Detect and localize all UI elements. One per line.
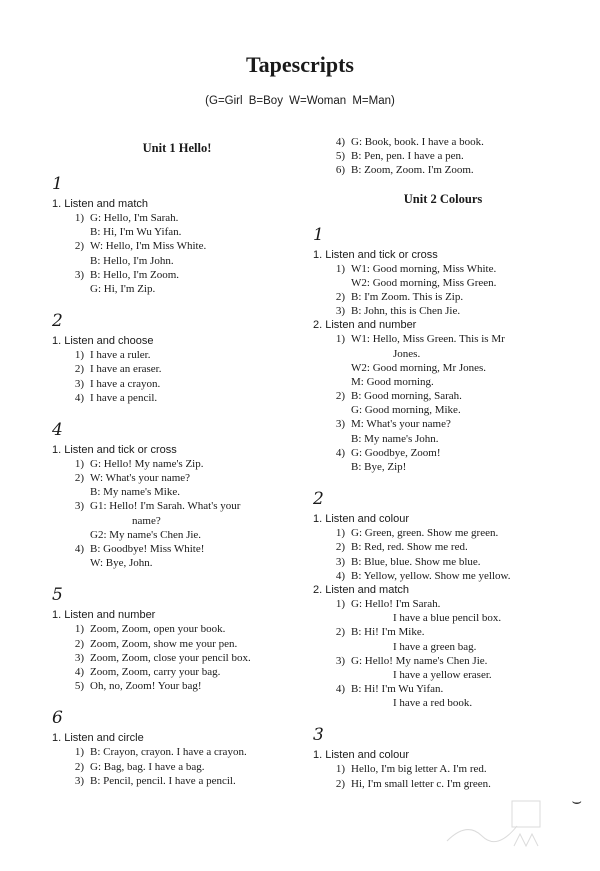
lesson-number: 1: [52, 174, 63, 194]
line-number: 1): [74, 623, 84, 636]
script-line: [313, 262, 573, 276]
script-line: [313, 654, 573, 668]
line-text: G1: Hello! I'm Sarah. What's your: [90, 500, 241, 513]
line-text: B: Hello, I'm John.: [90, 254, 174, 267]
line-text: I have a red book.: [393, 697, 473, 710]
line-number: 3): [335, 418, 345, 431]
unit-heading: Unit 2 Colours: [403, 191, 483, 206]
line-text: I have a yellow eraser.: [393, 668, 492, 681]
line-text: Jones.: [393, 347, 421, 360]
line-number: 1): [335, 333, 345, 346]
script-line: [52, 457, 302, 471]
line-number: 4): [74, 391, 84, 404]
line-text: B: Yellow, yellow. Show me yellow.: [351, 569, 511, 582]
line-number: 2): [335, 541, 345, 554]
lessons: [313, 222, 573, 791]
line-number: 2): [74, 363, 84, 376]
script-line: [313, 163, 573, 177]
line-text: W: Hello, I'm Miss White.: [90, 240, 207, 253]
line-number: 2): [74, 637, 84, 650]
script-line: [52, 268, 302, 282]
script-line: [313, 446, 573, 460]
exercise-title: 1. Listen and tick or cross: [52, 443, 177, 456]
line-number: 4): [335, 683, 345, 696]
line-text: I have an eraser.: [90, 363, 162, 376]
line-number: 5): [74, 680, 84, 693]
script-line: [313, 682, 573, 696]
line-text: W1: Hello, Miss Green. This is Mr: [351, 333, 505, 346]
line-number: 4): [74, 665, 84, 678]
lesson-number: 4: [52, 419, 63, 440]
line-text: Zoom, Zoom, close your pencil box.: [90, 651, 251, 664]
script-line: [313, 460, 573, 474]
script-line: [313, 347, 573, 361]
line-number: 3): [335, 305, 345, 318]
exercise-title: 2. Listen and number: [313, 319, 417, 332]
line-number: 4): [335, 446, 345, 459]
script-line: [52, 254, 302, 268]
script-line: [313, 668, 573, 682]
exercise-title: 1. Listen and choose: [52, 335, 154, 348]
script-line: [313, 526, 573, 540]
line-text: W2: Good morning, Miss Green.: [351, 276, 497, 289]
line-text: B: Blue, blue. Show me blue.: [351, 555, 481, 568]
line-number: 1): [74, 349, 84, 362]
line-number: 3): [74, 268, 84, 281]
line-text: G: Hello, I'm Sarah.: [90, 212, 179, 224]
script-line: [52, 471, 302, 485]
line-text: W2: Good morning, Mr Jones.: [351, 361, 487, 374]
line-number: 2): [335, 390, 345, 403]
line-number: 2): [335, 626, 345, 639]
script-line: [52, 556, 302, 570]
line-number: 2): [74, 760, 84, 773]
line-text: I have a blue pencil box.: [393, 612, 502, 625]
line-text: Zoom, Zoom, show me your pen.: [90, 637, 238, 650]
script-line: [52, 542, 302, 556]
speaker-legend: (G=Girl B=Boy W=Woman M=Man): [205, 95, 395, 107]
script-line: [313, 332, 573, 346]
line-text: B: Zoom, Zoom. I'm Zoom.: [351, 164, 474, 177]
lesson-number: 3: [313, 725, 324, 746]
carry-over-lines: [313, 135, 573, 178]
script-line: [313, 611, 573, 625]
exercise-title: 1. Listen and colour: [313, 749, 410, 762]
script-line: [52, 348, 302, 362]
page-title: Tapescripts: [246, 52, 354, 77]
script-line: [313, 555, 573, 569]
script-line: [52, 651, 302, 665]
script-line: [52, 377, 302, 391]
line-number: 3): [74, 377, 84, 390]
line-number: 3): [74, 651, 84, 664]
line-text: G: Goodbye, Zoom!: [351, 446, 441, 459]
script-line: [313, 640, 573, 654]
line-text: B: Pen, pen. I have a pen.: [351, 150, 464, 163]
script-line: [52, 391, 302, 405]
right-column: [313, 135, 573, 791]
line-text: B: Pencil, pencil. I have a pencil.: [90, 774, 236, 787]
script-line: [52, 514, 302, 528]
line-text: B: Red, red. Show me red.: [351, 541, 468, 554]
script-line: [313, 304, 573, 318]
line-number: 1): [335, 597, 345, 610]
line-text: B: Good morning, Sarah.: [351, 390, 462, 403]
script-line: [313, 290, 573, 304]
watermark-graphic: [442, 791, 552, 861]
line-text: I have a crayon.: [90, 377, 161, 390]
line-text: B: Bye, Zip!: [351, 461, 407, 473]
script-line: [313, 432, 573, 446]
line-text: Zoom, Zoom, carry your bag.: [90, 665, 221, 678]
line-number: 5): [335, 150, 345, 163]
page-corner-mark: ⌣: [571, 791, 582, 810]
script-line: [52, 225, 302, 239]
line-text: G: Book, book. I have a book.: [351, 136, 484, 148]
line-text: Zoom, Zoom, open your book.: [90, 623, 226, 636]
script-line: [52, 282, 302, 296]
line-text: B: Hi! I'm Mike.: [351, 626, 425, 639]
script-line: [52, 211, 302, 225]
script-line: [313, 403, 573, 417]
line-text: B: Hi, I'm Wu Yifan.: [90, 226, 182, 239]
line-number: 1): [74, 746, 84, 759]
script-line: [52, 745, 302, 759]
script-line: [313, 625, 573, 639]
script-line: [52, 485, 302, 499]
script-line: [313, 375, 573, 389]
line-text: B: Hi! I'm Wu Yifan.: [351, 683, 444, 696]
line-text: B: My name's John.: [351, 432, 439, 445]
script-line: [313, 276, 573, 290]
exercise-title: 1. Listen and match: [52, 198, 149, 210]
line-number: 4): [74, 543, 84, 555]
line-number: 1): [335, 262, 345, 275]
line-text: G: Hello! My name's Chen Jie.: [351, 654, 488, 667]
line-number: 6): [335, 164, 345, 177]
exercise-title: 1. Listen and number: [52, 609, 156, 622]
line-number: 2): [74, 472, 84, 485]
line-text: I have a ruler.: [90, 349, 151, 362]
script-line: [313, 777, 573, 791]
script-line: [313, 389, 573, 403]
script-line: [52, 362, 302, 376]
lesson-number: 2: [313, 489, 324, 510]
script-line: [313, 597, 573, 611]
line-text: G: Green, green. Show me green.: [351, 527, 499, 540]
script-line: [52, 528, 302, 542]
line-number: 1): [74, 212, 84, 224]
line-number: 3): [74, 500, 84, 513]
lessons: [52, 171, 302, 788]
line-text: I have a pencil.: [90, 391, 158, 404]
line-text: Hello, I'm big letter A. I'm red.: [351, 763, 487, 776]
lesson-number: 6: [52, 708, 63, 729]
line-text: G: Hi, I'm Zip.: [90, 282, 156, 295]
script-line: [52, 679, 302, 693]
exercise-title: 1. Listen and tick or cross: [313, 248, 438, 261]
line-number: 4): [335, 569, 345, 582]
exercise-title: 2. Listen and match: [313, 583, 410, 596]
line-text: Oh, no, Zoom! Your bag!: [90, 680, 202, 693]
script-line: [313, 135, 573, 149]
lesson-number: 1: [313, 224, 324, 245]
line-number: 1): [74, 457, 84, 470]
lesson-number: 5: [52, 585, 63, 606]
line-number: 3): [335, 555, 345, 568]
line-number: 4): [335, 136, 345, 148]
line-text: B: John, this is Chen Jie.: [351, 305, 461, 318]
exercise-title: 1. Listen and colour: [313, 513, 410, 526]
script-line: [52, 760, 302, 774]
left-column: [52, 137, 302, 788]
line-text: B: Hello, I'm Zoom.: [90, 268, 180, 281]
script-line: [313, 540, 573, 554]
script-line: [313, 149, 573, 163]
line-text: M: Good morning.: [351, 375, 434, 388]
script-line: [313, 569, 573, 583]
line-text: name?: [132, 514, 161, 527]
script-line: [52, 239, 302, 253]
lesson-number: 2: [52, 311, 63, 332]
line-text: W: Bye, John.: [90, 557, 153, 570]
script-line: [313, 417, 573, 431]
line-text: I have a green bag.: [393, 640, 477, 653]
line-text: B: Crayon, crayon. I have a crayon.: [90, 746, 247, 759]
line-text: W1: Good morning, Miss White.: [351, 262, 497, 275]
line-number: 1): [335, 527, 345, 540]
script-line: [313, 762, 573, 776]
line-number: 2): [335, 777, 345, 790]
script-line: [313, 361, 573, 375]
line-text: W: What's your name?: [90, 472, 191, 485]
line-text: G2: My name's Chen Jie.: [90, 528, 202, 541]
line-number: 1): [335, 763, 345, 776]
script-line: [52, 499, 302, 513]
script-line: [52, 622, 302, 636]
script-line: [52, 637, 302, 651]
line-text: G: Bag, bag. I have a bag.: [90, 760, 205, 773]
line-number: 2): [74, 240, 84, 253]
line-text: B: Goodbye! Miss White!: [90, 543, 205, 555]
line-text: M: What's your name?: [351, 418, 451, 431]
line-text: B: My name's Mike.: [90, 486, 180, 499]
line-text: B: I'm Zoom. This is Zip.: [351, 290, 464, 303]
line-number: 3): [74, 774, 84, 787]
line-number: 2): [335, 290, 345, 303]
script-line: [313, 696, 573, 710]
exercise-title: 1. Listen and circle: [52, 732, 144, 745]
line-text: G: Good morning, Mike.: [351, 404, 461, 417]
unit-heading: Unit 1 Hello!: [142, 141, 212, 155]
line-number: 3): [335, 654, 345, 667]
line-text: Hi, I'm small letter c. I'm green.: [351, 777, 491, 790]
script-line: [52, 665, 302, 679]
script-line: [52, 774, 302, 788]
line-text: G: Hello! My name's Zip.: [90, 457, 204, 470]
line-text: G: Hello! I'm Sarah.: [351, 597, 441, 610]
